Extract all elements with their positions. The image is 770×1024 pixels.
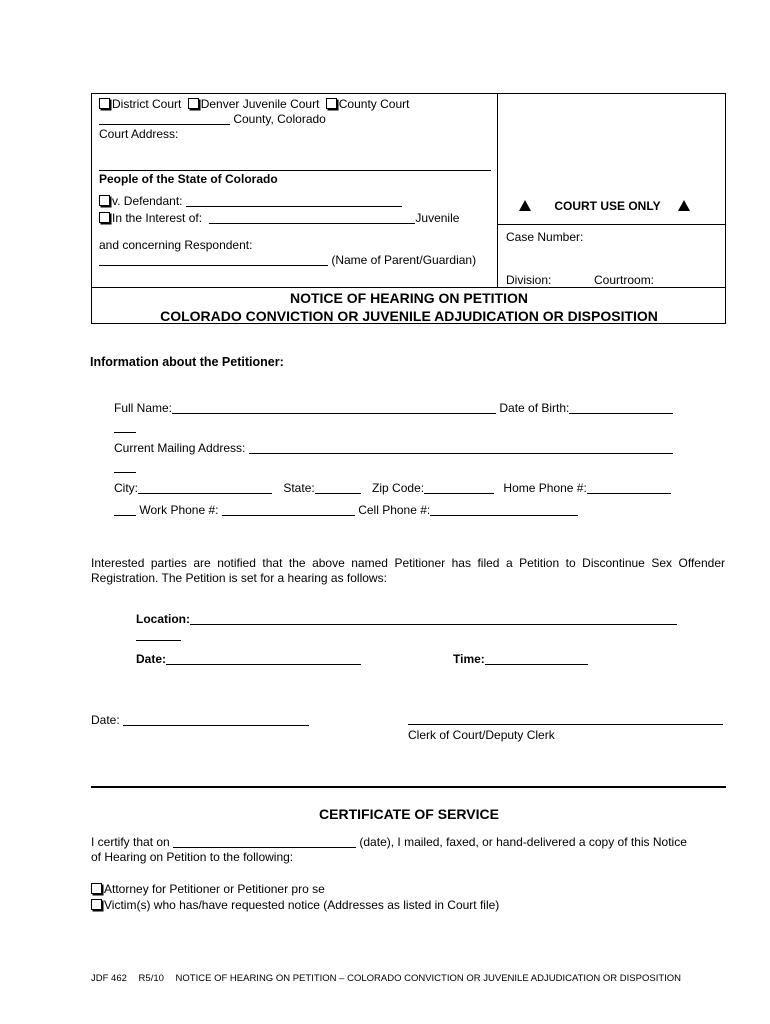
county-name-field[interactable] bbox=[99, 113, 230, 125]
city-label: City: bbox=[114, 481, 138, 495]
county-court-label: County Court bbox=[338, 97, 410, 111]
district-court-label: District Court bbox=[112, 97, 182, 111]
section-divider bbox=[91, 786, 726, 788]
certify-prefix: I certify that on bbox=[91, 835, 170, 849]
people-heading: People of the State of Colorado bbox=[99, 172, 278, 186]
certify-date-field[interactable] bbox=[173, 836, 356, 848]
interest-line bbox=[99, 211, 459, 225]
case-number-rule bbox=[497, 224, 726, 225]
defendant-name-field[interactable] bbox=[186, 195, 402, 207]
footer-form-id: JDF 462 bbox=[91, 973, 127, 984]
full-name-field[interactable] bbox=[172, 402, 496, 414]
state-label: State: bbox=[283, 481, 315, 495]
court-use-only-label: COURT USE ONLY bbox=[554, 199, 661, 213]
interest-label: In the Interest of: bbox=[112, 211, 203, 225]
dob-label: Date of Birth: bbox=[499, 401, 570, 415]
notice-text: Interested parties are notified that the above named Petitioner has filed a Petition to Discontinue Sex Offender Registration. The Petition is set for a hearing as follows: bbox=[91, 556, 725, 585]
defendant-checkbox[interactable] bbox=[99, 195, 110, 206]
footer-revision: R5/10 bbox=[138, 973, 164, 984]
attorney-label: Attorney for Petitioner or Petitioner pro se bbox=[104, 882, 325, 896]
full-name-label: Full Name: bbox=[114, 401, 173, 415]
county-suffix: County, Colorado bbox=[233, 112, 326, 126]
parent-label: (Name of Parent/Guardian) bbox=[331, 253, 477, 267]
phone-row bbox=[114, 503, 578, 517]
footer bbox=[91, 973, 681, 984]
juvenile-name-field[interactable] bbox=[209, 212, 415, 224]
form-title-line2: COLORADO CONVICTION OR JUVENILE ADJUDICATION OR DISPOSITION bbox=[160, 308, 658, 324]
work-phone-field[interactable] bbox=[222, 504, 355, 516]
defendant-line bbox=[99, 194, 402, 208]
defendant-label: v. Defendant: bbox=[112, 194, 183, 208]
mailing-wrap-line bbox=[114, 472, 136, 473]
location-field[interactable] bbox=[190, 613, 677, 625]
county-line bbox=[99, 112, 326, 126]
sign-date-label: Date: bbox=[91, 713, 120, 727]
cell-phone-field[interactable] bbox=[430, 504, 578, 516]
courtroom-label: Courtroom: bbox=[594, 273, 655, 287]
home-phone-wrap-field[interactable] bbox=[114, 504, 136, 516]
denver-juvenile-court-label: Denver Juvenile Court bbox=[200, 97, 320, 111]
certify-suffix: (date), I mailed, faxed, or hand-delivered a copy of this Notice bbox=[359, 835, 687, 849]
county-court-checkbox[interactable] bbox=[326, 98, 337, 109]
location-label: Location: bbox=[136, 612, 190, 626]
district-court-checkbox[interactable] bbox=[99, 98, 110, 109]
mailing-row bbox=[114, 441, 673, 455]
location-row bbox=[136, 612, 677, 626]
juvenile-label: Juvenile bbox=[415, 211, 460, 225]
petitioner-heading: Information about the Petitioner: bbox=[90, 355, 284, 369]
victim-label: Victim(s) who has/have requested notice (Addresses as listed in Court file) bbox=[104, 898, 500, 912]
state-field[interactable] bbox=[315, 482, 361, 494]
court-use-only-row bbox=[519, 199, 690, 213]
footer-form-title: NOTICE OF HEARING ON PETITION – COLORADO CONVICTION OR JUVENILE ADJUDICATION OR DISPOSITION bbox=[175, 973, 682, 984]
court-options-row bbox=[99, 97, 409, 111]
respondent-label: and concerning Respondent: bbox=[99, 238, 253, 252]
interest-checkbox[interactable] bbox=[99, 212, 110, 223]
caption-title-rule bbox=[91, 287, 726, 288]
location-wrap-line bbox=[136, 640, 181, 641]
mailing-address-field[interactable] bbox=[249, 442, 673, 454]
sign-date-row bbox=[91, 713, 309, 727]
hearing-time-label: Time: bbox=[453, 652, 485, 666]
zip-field[interactable] bbox=[424, 482, 494, 494]
case-number-label: Case Number: bbox=[506, 230, 584, 244]
parent-name-field[interactable] bbox=[99, 254, 328, 266]
court-address-field[interactable] bbox=[99, 170, 491, 171]
triangle-up-icon bbox=[519, 200, 531, 211]
city-field[interactable] bbox=[138, 482, 272, 494]
hearing-time-row bbox=[453, 652, 588, 666]
home-phone-label: Home Phone #: bbox=[503, 481, 587, 495]
dob-field[interactable] bbox=[569, 402, 673, 414]
victim-checkbox[interactable] bbox=[91, 899, 102, 910]
home-phone-field[interactable] bbox=[587, 482, 671, 494]
hearing-date-row bbox=[136, 652, 361, 666]
service-option-attorney bbox=[91, 882, 325, 896]
hearing-date-label: Date: bbox=[136, 652, 167, 666]
service-option-victim bbox=[91, 898, 499, 912]
triangle-up-icon bbox=[678, 200, 690, 211]
clerk-label: Clerk of Court/Deputy Clerk bbox=[408, 728, 555, 742]
division-label: Division: bbox=[506, 273, 552, 287]
full-name-wrap-line bbox=[114, 432, 136, 433]
sign-date-field[interactable] bbox=[123, 714, 309, 726]
hearing-time-field[interactable] bbox=[485, 653, 588, 665]
cell-phone-label: Cell Phone #: bbox=[358, 503, 431, 517]
work-phone-label: Work Phone #: bbox=[139, 503, 219, 517]
certify-row bbox=[91, 835, 687, 849]
form-title-line1: NOTICE OF HEARING ON PETITION bbox=[289, 290, 528, 306]
mailing-label: Current Mailing Address: bbox=[114, 441, 246, 455]
certificate-heading: CERTIFICATE OF SERVICE bbox=[319, 806, 499, 822]
certify-line2: of Hearing on Petition to the following: bbox=[91, 850, 294, 864]
denver-juvenile-court-checkbox[interactable] bbox=[188, 98, 199, 109]
caption-divider bbox=[497, 93, 498, 287]
attorney-checkbox[interactable] bbox=[91, 883, 102, 894]
zip-label: Zip Code: bbox=[372, 481, 425, 495]
city-row bbox=[114, 481, 671, 495]
clerk-signature-line[interactable] bbox=[408, 724, 723, 725]
parent-line bbox=[99, 253, 476, 267]
hearing-date-field[interactable] bbox=[166, 653, 361, 665]
full-name-row bbox=[114, 401, 673, 415]
court-address-label: Court Address: bbox=[99, 127, 179, 141]
